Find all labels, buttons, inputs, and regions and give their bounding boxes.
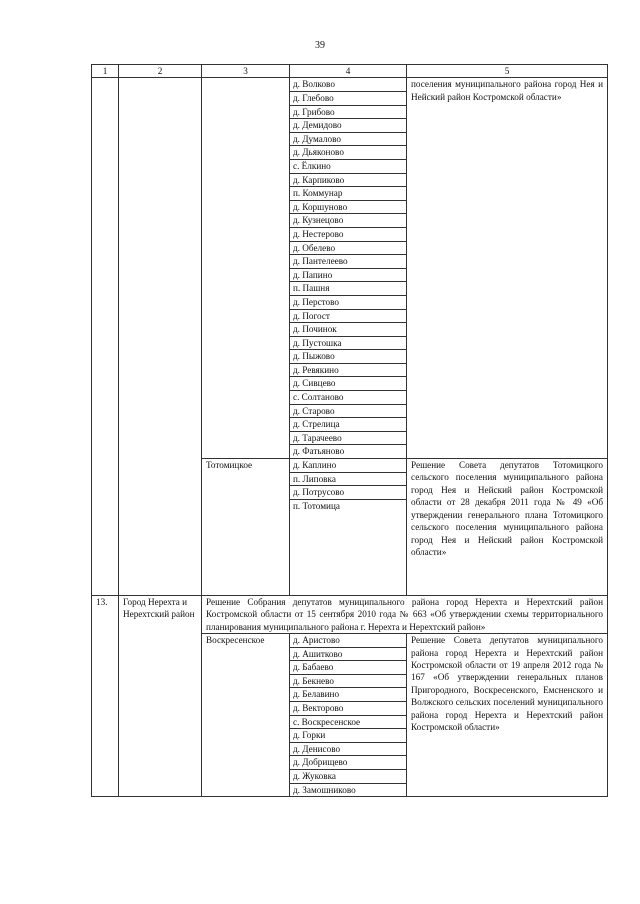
village-cell: д. Пыжово <box>290 350 407 364</box>
village-cell: д. Горки <box>290 729 407 743</box>
document-cell: поселения муниципального района город Нея и Нейский район Костромской области» <box>407 78 608 459</box>
village-cell: д. Потрусово <box>290 486 407 500</box>
header-cell-4: 4 <box>290 65 407 78</box>
village-cell: д. Стрелица <box>290 418 407 432</box>
village-cell: с. Ёлкино <box>290 159 407 173</box>
header-row <box>92 65 608 78</box>
village-cell: д. Нестерово <box>290 227 407 241</box>
village-cell: д. Векторово <box>290 702 407 716</box>
header-cell-3: 3 <box>202 65 290 78</box>
village-cell: д. Грибово <box>290 105 407 119</box>
village-cell: д. Фатьяново <box>290 445 407 459</box>
district-cell-empty <box>119 78 202 595</box>
table-row <box>92 595 608 633</box>
table-row <box>92 78 608 92</box>
village-cell: д. Белавино <box>290 688 407 702</box>
village-cell: д. Коршуново <box>290 200 407 214</box>
village-cell: с. Солтаново <box>290 391 407 405</box>
village-cell: д. Бекнево <box>290 674 407 688</box>
settlements-table <box>91 64 608 797</box>
village-cell: с. Воскресенское <box>290 715 407 729</box>
settlement-cell: Воскресенское <box>202 634 290 797</box>
page-number: 39 <box>315 40 325 51</box>
village-cell: д. Карпиково <box>290 173 407 187</box>
row-number-cell: 13. <box>92 595 119 796</box>
village-cell: д. Старово <box>290 404 407 418</box>
village-cell: д. Ревякино <box>290 363 407 377</box>
village-cell: д. Перстово <box>290 295 407 309</box>
header-cell-2: 2 <box>119 65 202 78</box>
village-cell: д. Глебово <box>290 92 407 106</box>
village-cell: д. Ашитково <box>290 647 407 661</box>
document-cell: Решение Совета депутатов муниципального района город Нерехта и Нерехтский район Костромской области от 19 апреля 2012 года № 167 «Об утверждении генеральных планов Пригородного, Воскресенского, Емсненского и Волжского сельских поселений муниципального района город Нерехта и Нерехтский район Костромской области» <box>407 634 608 797</box>
village-cell: п. Тотомица <box>290 499 407 595</box>
village-cell: д. Добрищево <box>290 756 407 770</box>
district-cell: Город Нерехта и Нерехтский район <box>119 595 202 796</box>
district-document-cell: Решение Собрания депутатов муниципального района город Нерехта и Нерехтский район Костромской области от 15 сентября 2010 года № 663 «Об утверждении схемы территориального планирования муниципального района г. Нерехта и Нерехтский район» <box>202 595 608 633</box>
header-cell-1: 1 <box>92 65 119 78</box>
village-cell: д. Денисово <box>290 742 407 756</box>
settlement-cell: Тотомицкое <box>202 459 290 596</box>
village-cell: д. Погост <box>290 309 407 323</box>
village-cell: д. Папино <box>290 268 407 282</box>
village-cell: д. Каплино <box>290 459 407 473</box>
village-cell: д. Пустошка <box>290 336 407 350</box>
header-cell-5: 5 <box>407 65 608 78</box>
village-cell: д. Замошниково <box>290 783 407 797</box>
village-cell: д. Демидово <box>290 119 407 133</box>
village-cell: д. Аристово <box>290 634 407 648</box>
village-cell: д. Сивцево <box>290 377 407 391</box>
village-cell: д. Кузнецово <box>290 214 407 228</box>
document-cell: Решение Совета депутатов Тотомицкого сельского поселения муниципального района город Нея и Нейский район Костромской области от 28 декабря 2011 года № 49 «Об утверждении генерального плана Тотомицкого сельского поселения муниципального района город Нея и Нейский район Костромской области» <box>407 459 608 596</box>
number-cell-empty <box>92 78 119 595</box>
village-cell: д. Пантелеево <box>290 255 407 269</box>
village-cell: д. Бабаево <box>290 661 407 675</box>
village-cell: д. Обелево <box>290 241 407 255</box>
village-cell: п. Пашня <box>290 282 407 296</box>
village-cell: д. Думалово <box>290 132 407 146</box>
settlement-cell-empty <box>202 78 290 459</box>
village-cell: д. Починок <box>290 323 407 337</box>
village-cell: д. Волково <box>290 78 407 92</box>
village-cell: п. Коммунар <box>290 187 407 201</box>
village-cell: д. Тарачеево <box>290 431 407 445</box>
village-cell: д. Жуковка <box>290 770 407 784</box>
village-cell: д. Дьяконово <box>290 146 407 160</box>
village-cell: п. Липовка <box>290 472 407 486</box>
